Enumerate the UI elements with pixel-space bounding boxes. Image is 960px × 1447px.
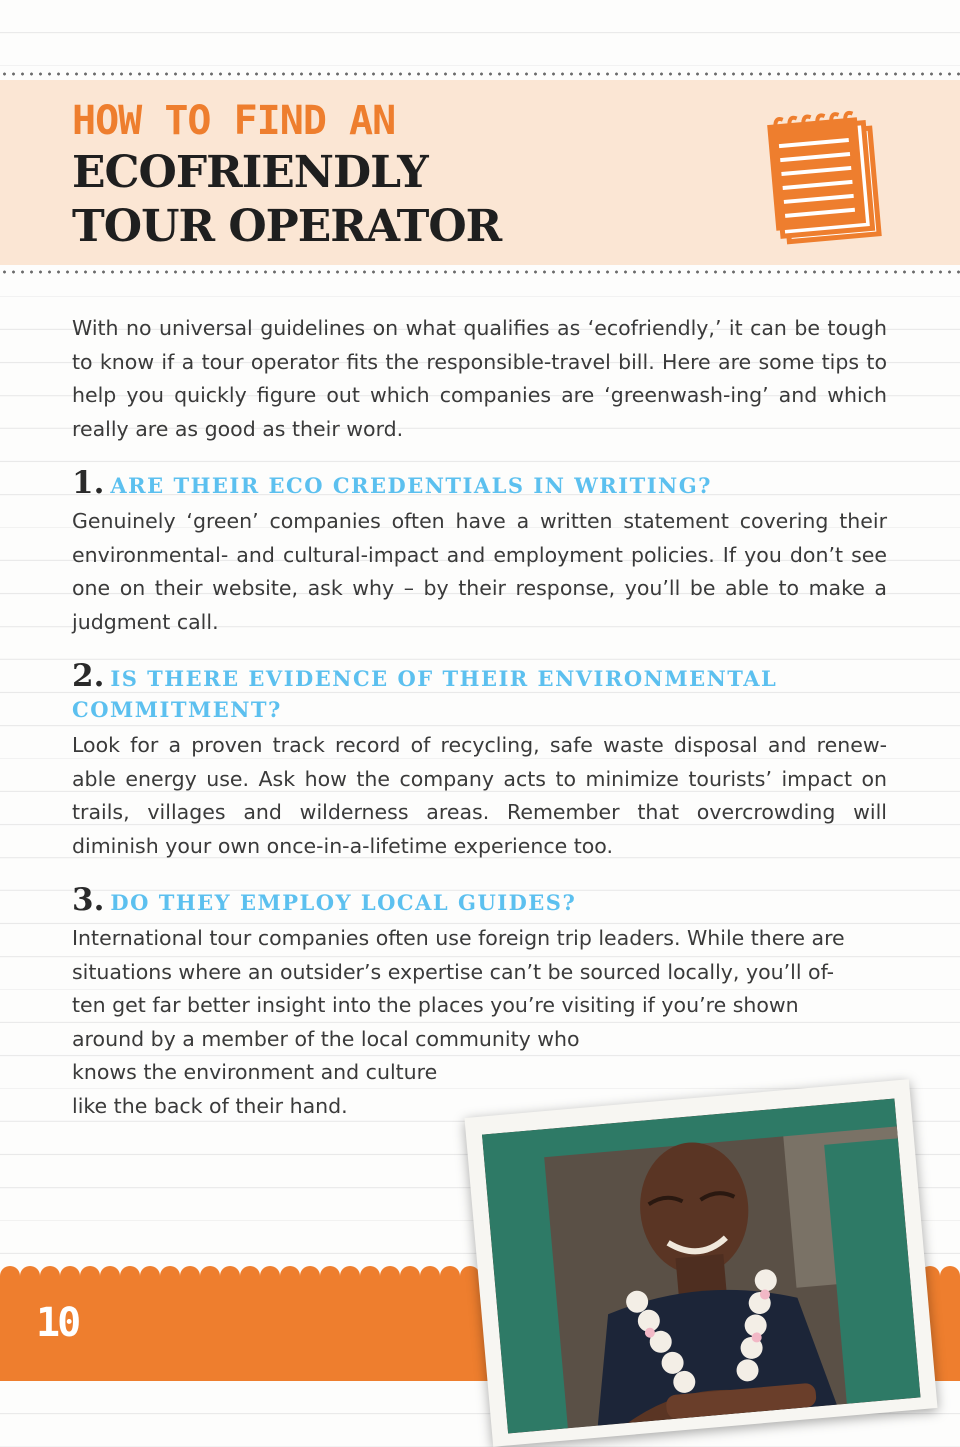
tip-3-number: 3.: [72, 882, 105, 918]
title-line-3: TOUR OPERATOR: [72, 201, 502, 252]
tip-2-body: Look for a proven track record of recycling, safe waste disposal and renew-able energy use. Ask how the company acts to minimize tourists’ impact on trails, villages and wilderness areas. Remember that overcrowding will diminish your own once-in-a-lifetime experience too.: [72, 733, 887, 858]
guide-photo-illustration: [482, 1099, 921, 1434]
intro-paragraph: With no universal guidelines on what qualifies as ‘ecofriendly,’ it can be tough to know if a tour operator fits the responsible-travel bill. Here are some tips to help you quickly figure out which companies are ‘greenwash-ing’ and which really are as good as their word.: [72, 316, 887, 441]
guide-photo: [482, 1099, 921, 1434]
page-title: [72, 96, 501, 254]
tip-3-body-line: knows the environment and culture: [72, 1060, 438, 1084]
tip-3-body-line: like the back of their hand.: [72, 1093, 348, 1118]
top-dotted-divider: [0, 72, 960, 76]
tip-2-number: 2.: [72, 658, 105, 694]
tip-3-body-line: situations where an outsider’s expertise can’t be sourced locally, you’ll of-: [72, 959, 835, 984]
title-line-1: HOW TO FIND AN: [72, 98, 396, 144]
tip-2: [72, 658, 887, 863]
tip-3-heading: [72, 882, 887, 918]
page-number: 10: [36, 1300, 79, 1346]
photo-frame: [464, 1079, 937, 1447]
tip-3-body-line: ten get far better insight into the places you’re visiting if you’re shown: [72, 993, 799, 1017]
tip-3-body-line: International tour companies often use foreign trip leaders. While there are: [72, 926, 845, 950]
notepad-icon: [762, 108, 894, 248]
tip-1-body: Genuinely ‘green’ companies often have a written statement covering their environmental- and cultural-impact and employment policies. If you don’t see one on their website, ask why – by their response, you’ll be able to make a judgment call.: [72, 509, 887, 634]
tip-1: [72, 465, 887, 639]
tip-1-heading: [72, 465, 887, 501]
tip-3-body-line: around by a member of the local community who: [72, 1026, 580, 1051]
tip-3: [72, 882, 887, 1123]
tip-2-question: IS THERE EVIDENCE OF THEIR ENVIRONMENTAL COMMITMENT?: [72, 666, 778, 722]
title-line-2: ECOFRIENDLY: [72, 147, 428, 198]
bottom-dotted-divider: [0, 270, 960, 274]
tip-3-question: DO THEY EMPLOY LOCAL GUIDES?: [110, 890, 577, 915]
tip-1-question: ARE THEIR ECO CREDENTIALS IN WRITING?: [110, 473, 712, 498]
article-body: [72, 312, 887, 1123]
tip-2-heading: [72, 658, 887, 725]
tip-1-number: 1.: [72, 465, 105, 501]
